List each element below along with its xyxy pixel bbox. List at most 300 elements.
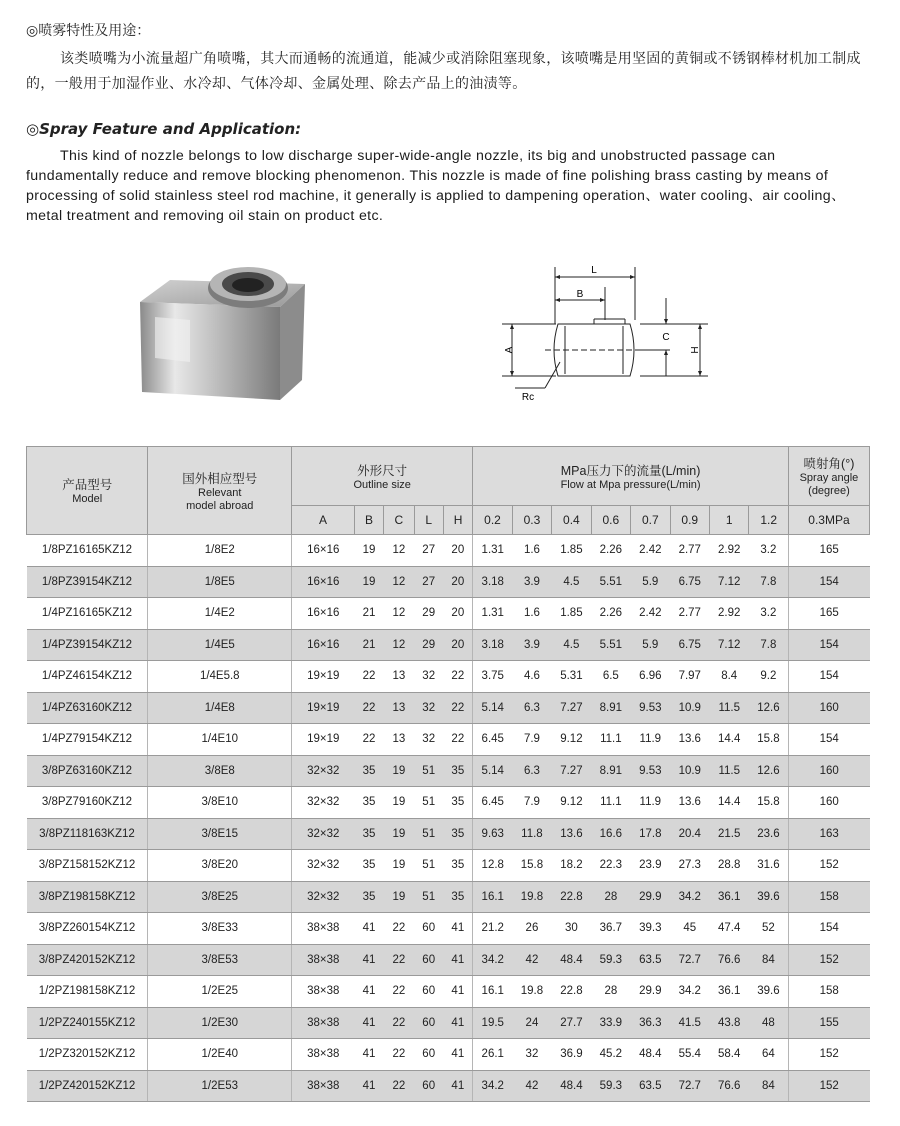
table-cell: 34.2 xyxy=(670,881,709,913)
table-cell: 20.4 xyxy=(670,818,709,850)
table-cell: 41 xyxy=(443,1039,472,1071)
table-cell: 34.2 xyxy=(473,1070,512,1102)
table-cell: 8.91 xyxy=(591,755,630,787)
table-cell: 7.12 xyxy=(709,629,748,661)
table-cell: 21.5 xyxy=(709,818,748,850)
table-cell: 35 xyxy=(443,755,472,787)
table-cell: 13.6 xyxy=(552,818,591,850)
table-cell: 32×32 xyxy=(292,818,355,850)
header-outline-size: 外形尺寸 Outline size xyxy=(292,447,473,506)
header-dim-h: H xyxy=(443,506,472,535)
table-cell: 158 xyxy=(788,881,869,913)
table-cell: 27.7 xyxy=(552,1007,591,1039)
header-angle-pressure: 0.3MPa xyxy=(788,506,869,535)
table-row xyxy=(27,755,870,787)
table-cell: 16×16 xyxy=(292,598,355,630)
table-cell: 2.92 xyxy=(709,598,748,630)
table-cell: 10.9 xyxy=(670,692,709,724)
table-cell: 28.8 xyxy=(709,850,748,882)
table-cell: 32×32 xyxy=(292,850,355,882)
table-row xyxy=(27,913,870,945)
table-cell: 39.6 xyxy=(749,881,788,913)
table-cell: 7.9 xyxy=(512,787,551,819)
table-cell: 3/8PZ63160KZ12 xyxy=(27,755,148,787)
table-cell: 27 xyxy=(414,566,443,598)
table-cell: 32 xyxy=(414,724,443,756)
table-cell: 22.3 xyxy=(591,850,630,882)
en-section-body: This kind of nozzle belongs to low discharge super-wide-angle nozzle, its big and unobstructed passage can fundamentally reduce and remove blocking phenomenon. This nozzle is made of fine polishing brass casting by means of processing of solid stainless steel rod machine, it generally is applied to dampening operation、water cooling、air cooling、metal treatment and removing oil stain on product etc. xyxy=(26,148,846,224)
table-cell: 51 xyxy=(414,881,443,913)
table-cell: 41 xyxy=(354,1039,383,1071)
table-cell: 63.5 xyxy=(631,1070,670,1102)
table-cell: 158 xyxy=(788,976,869,1008)
table-cell: 20 xyxy=(443,629,472,661)
table-cell: 29 xyxy=(414,598,443,630)
table-cell: 3/8E33 xyxy=(148,913,292,945)
table-cell: 52 xyxy=(749,913,788,945)
header-dim-b: B xyxy=(354,506,383,535)
table-cell: 72.7 xyxy=(670,1070,709,1102)
table-cell: 41 xyxy=(443,976,472,1008)
table-cell: 2.92 xyxy=(709,535,748,567)
table-cell: 165 xyxy=(788,598,869,630)
table-cell: 9.53 xyxy=(631,692,670,724)
dim-label-H: H xyxy=(690,346,701,354)
table-cell: 58.4 xyxy=(709,1039,748,1071)
table-cell: 35 xyxy=(443,818,472,850)
table-cell: 11.8 xyxy=(512,818,551,850)
table-cell: 32×32 xyxy=(292,881,355,913)
table-cell: 11.9 xyxy=(631,787,670,819)
header-pressure: 0.7 xyxy=(631,506,670,535)
table-cell: 32 xyxy=(512,1039,551,1071)
table-row xyxy=(27,976,870,1008)
table-cell: 38×38 xyxy=(292,913,355,945)
table-cell: 60 xyxy=(414,944,443,976)
table-cell: 48 xyxy=(749,1007,788,1039)
table-cell: 6.75 xyxy=(670,566,709,598)
header-pressure: 0.2 xyxy=(473,506,512,535)
table-row xyxy=(27,724,870,756)
table-cell: 7.9 xyxy=(512,724,551,756)
header-pressure: 0.9 xyxy=(670,506,709,535)
table-cell: 28 xyxy=(591,976,630,1008)
table-cell: 22 xyxy=(443,724,472,756)
table-cell: 16.6 xyxy=(591,818,630,850)
table-row xyxy=(27,850,870,882)
table-cell: 59.3 xyxy=(591,1070,630,1102)
table-cell: 34.2 xyxy=(670,976,709,1008)
table-cell: 12 xyxy=(384,566,414,598)
table-cell: 41 xyxy=(443,944,472,976)
table-cell: 160 xyxy=(788,755,869,787)
table-cell: 1.31 xyxy=(473,598,512,630)
table-cell: 1/8E2 xyxy=(148,535,292,567)
table-cell: 11.9 xyxy=(631,724,670,756)
table-cell: 12 xyxy=(384,535,414,567)
table-cell: 6.75 xyxy=(670,629,709,661)
table-cell: 29.9 xyxy=(631,976,670,1008)
table-cell: 22.8 xyxy=(552,976,591,1008)
header-pressure: 1 xyxy=(709,506,748,535)
table-cell: 7.12 xyxy=(709,566,748,598)
table-cell: 160 xyxy=(788,787,869,819)
table-cell: 20 xyxy=(443,566,472,598)
table-cell: 1/4PZ16165KZ12 xyxy=(27,598,148,630)
table-cell: 38×38 xyxy=(292,1070,355,1102)
table-cell: 1.6 xyxy=(512,598,551,630)
table-cell: 35 xyxy=(443,787,472,819)
table-cell: 35 xyxy=(443,881,472,913)
table-row xyxy=(27,787,870,819)
table-cell: 26.1 xyxy=(473,1039,512,1071)
table-cell: 41 xyxy=(354,913,383,945)
table-cell: 26 xyxy=(512,913,551,945)
table-cell: 35 xyxy=(354,787,383,819)
table-cell: 59.3 xyxy=(591,944,630,976)
table-cell: 5.31 xyxy=(552,661,591,693)
table-cell: 1/4PZ39154KZ12 xyxy=(27,629,148,661)
table-cell: 29.9 xyxy=(631,881,670,913)
table-cell: 60 xyxy=(414,1007,443,1039)
table-cell: 84 xyxy=(749,944,788,976)
table-cell: 3/8E10 xyxy=(148,787,292,819)
table-cell: 22 xyxy=(384,1007,414,1039)
table-cell: 21.2 xyxy=(473,913,512,945)
table-cell: 1/2E25 xyxy=(148,976,292,1008)
table-cell: 154 xyxy=(788,661,869,693)
header-relevant-model: 国外相应型号 Relevant model abroad xyxy=(148,447,292,535)
table-cell: 21 xyxy=(354,598,383,630)
dim-label-B: B xyxy=(576,289,584,300)
table-cell: 35 xyxy=(354,850,383,882)
table-cell: 19 xyxy=(384,881,414,913)
table-cell: 1/8E5 xyxy=(148,566,292,598)
table-cell: 31.6 xyxy=(749,850,788,882)
header-dim-c: C xyxy=(384,506,414,535)
table-cell: 1/4E5 xyxy=(148,629,292,661)
table-cell: 20 xyxy=(443,535,472,567)
table-cell: 1/2E30 xyxy=(148,1007,292,1039)
table-cell: 12.6 xyxy=(749,755,788,787)
table-cell: 19.8 xyxy=(512,881,551,913)
table-cell: 7.8 xyxy=(749,629,788,661)
table-cell: 1/8PZ16165KZ12 xyxy=(27,535,148,567)
table-cell: 2.77 xyxy=(670,535,709,567)
table-cell: 12.8 xyxy=(473,850,512,882)
table-cell: 19 xyxy=(354,566,383,598)
table-cell: 22 xyxy=(354,724,383,756)
table-cell: 35 xyxy=(354,818,383,850)
table-cell: 41 xyxy=(354,1070,383,1102)
table-cell: 163 xyxy=(788,818,869,850)
table-cell: 16.1 xyxy=(473,881,512,913)
table-cell: 6.3 xyxy=(512,692,551,724)
table-cell: 36.1 xyxy=(709,976,748,1008)
table-cell: 12 xyxy=(384,629,414,661)
dim-label-L: L xyxy=(591,265,597,276)
table-cell: 39.3 xyxy=(631,913,670,945)
table-cell: 36.7 xyxy=(591,913,630,945)
table-cell: 2.42 xyxy=(631,598,670,630)
table-cell: 41.5 xyxy=(670,1007,709,1039)
table-cell: 3.2 xyxy=(749,598,788,630)
table-cell: 72.7 xyxy=(670,944,709,976)
header-pressure: 0.6 xyxy=(591,506,630,535)
table-cell: 3.9 xyxy=(512,566,551,598)
table-cell: 3/8PZ420152KZ12 xyxy=(27,944,148,976)
table-cell: 152 xyxy=(788,1039,869,1071)
table-cell: 1.85 xyxy=(552,535,591,567)
table-cell: 47.4 xyxy=(709,913,748,945)
table-cell: 155 xyxy=(788,1007,869,1039)
table-cell: 16.1 xyxy=(473,976,512,1008)
table-cell: 28 xyxy=(591,881,630,913)
table-cell: 7.8 xyxy=(749,566,788,598)
table-cell: 51 xyxy=(414,818,443,850)
table-cell: 5.9 xyxy=(631,629,670,661)
table-cell: 60 xyxy=(414,913,443,945)
table-cell: 5.51 xyxy=(591,566,630,598)
header-model: 产品型号 Model xyxy=(27,447,148,535)
table-cell: 76.6 xyxy=(709,944,748,976)
table-row xyxy=(27,535,870,567)
table-cell: 3/8PZ79160KZ12 xyxy=(27,787,148,819)
table-cell: 152 xyxy=(788,850,869,882)
table-cell: 6.45 xyxy=(473,724,512,756)
table-cell: 3/8PZ260154KZ12 xyxy=(27,913,148,945)
table-cell: 9.63 xyxy=(473,818,512,850)
header-pressure: 0.4 xyxy=(552,506,591,535)
table-cell: 3/8PZ158152KZ12 xyxy=(27,850,148,882)
en-section-title: ◎Spray Feature and Application: xyxy=(26,120,302,138)
table-cell: 15.8 xyxy=(749,787,788,819)
table-row xyxy=(27,692,870,724)
table-cell: 19 xyxy=(384,755,414,787)
table-cell: 10.9 xyxy=(670,755,709,787)
table-cell: 11.1 xyxy=(591,787,630,819)
table-cell: 2.42 xyxy=(631,535,670,567)
table-cell: 43.8 xyxy=(709,1007,748,1039)
table-cell: 4.6 xyxy=(512,661,551,693)
table-cell: 41 xyxy=(443,1070,472,1102)
table-cell: 13 xyxy=(384,724,414,756)
table-cell: 23.6 xyxy=(749,818,788,850)
table-row xyxy=(27,818,870,850)
table-cell: 154 xyxy=(788,913,869,945)
table-cell: 19.5 xyxy=(473,1007,512,1039)
table-cell: 6.96 xyxy=(631,661,670,693)
table-cell: 19×19 xyxy=(292,724,355,756)
table-cell: 5.14 xyxy=(473,692,512,724)
table-cell: 32×32 xyxy=(292,755,355,787)
table-cell: 38×38 xyxy=(292,1007,355,1039)
table-row xyxy=(27,598,870,630)
table-cell: 14.4 xyxy=(709,724,748,756)
table-cell: 22 xyxy=(354,692,383,724)
table-cell: 3.9 xyxy=(512,629,551,661)
table-cell: 165 xyxy=(788,535,869,567)
table-cell: 9.12 xyxy=(552,787,591,819)
table-cell: 32×32 xyxy=(292,787,355,819)
table-cell: 19×19 xyxy=(292,692,355,724)
table-cell: 48.4 xyxy=(552,944,591,976)
table-cell: 27 xyxy=(414,535,443,567)
table-cell: 3.18 xyxy=(473,566,512,598)
table-cell: 18.2 xyxy=(552,850,591,882)
table-cell: 45 xyxy=(670,913,709,945)
table-cell: 41 xyxy=(354,944,383,976)
table-cell: 24 xyxy=(512,1007,551,1039)
table-row xyxy=(27,629,870,661)
table-cell: 41 xyxy=(354,1007,383,1039)
table-cell: 63.5 xyxy=(631,944,670,976)
table-row xyxy=(27,566,870,598)
table-cell: 23.9 xyxy=(631,850,670,882)
table-cell: 19.8 xyxy=(512,976,551,1008)
table-cell: 3/8E53 xyxy=(148,944,292,976)
table-cell: 51 xyxy=(414,755,443,787)
table-cell: 64 xyxy=(749,1039,788,1071)
table-cell: 12.6 xyxy=(749,692,788,724)
table-row xyxy=(27,661,870,693)
table-cell: 16×16 xyxy=(292,566,355,598)
table-cell: 1/2E53 xyxy=(148,1070,292,1102)
table-cell: 7.97 xyxy=(670,661,709,693)
table-cell: 1.31 xyxy=(473,535,512,567)
table-cell: 1/2PZ420152KZ12 xyxy=(27,1070,148,1102)
table-cell: 154 xyxy=(788,566,869,598)
table-cell: 9.2 xyxy=(749,661,788,693)
table-cell: 42 xyxy=(512,1070,551,1102)
table-cell: 8.91 xyxy=(591,692,630,724)
table-cell: 1/2E40 xyxy=(148,1039,292,1071)
table-cell: 21 xyxy=(354,629,383,661)
table-cell: 19 xyxy=(384,850,414,882)
table-cell: 6.5 xyxy=(591,661,630,693)
header-spray-angle: 喷射角(°) Spray angle (degree) xyxy=(788,447,869,506)
table-cell: 36.1 xyxy=(709,881,748,913)
table-cell: 22 xyxy=(384,913,414,945)
table-cell: 16×16 xyxy=(292,629,355,661)
table-cell: 42 xyxy=(512,944,551,976)
table-cell: 51 xyxy=(414,850,443,882)
table-cell: 22 xyxy=(354,661,383,693)
table-cell: 38×38 xyxy=(292,1039,355,1071)
table-cell: 55.4 xyxy=(670,1039,709,1071)
dim-label-Rc: Rc xyxy=(521,392,535,402)
table-cell: 22 xyxy=(384,1039,414,1071)
table-cell: 11.5 xyxy=(709,755,748,787)
table-cell: 4.5 xyxy=(552,566,591,598)
table-cell: 22 xyxy=(443,661,472,693)
table-cell: 12 xyxy=(384,598,414,630)
header-pressure: 1.2 xyxy=(749,506,788,535)
table-cell: 13.6 xyxy=(670,787,709,819)
header-pressure: 0.3 xyxy=(512,506,551,535)
table-cell: 48.4 xyxy=(552,1070,591,1102)
table-cell: 38×38 xyxy=(292,976,355,1008)
table-cell: 154 xyxy=(788,629,869,661)
table-cell: 19 xyxy=(384,818,414,850)
header-dim-l: L xyxy=(414,506,443,535)
table-cell: 5.9 xyxy=(631,566,670,598)
table-cell: 2.77 xyxy=(670,598,709,630)
table-cell: 35 xyxy=(443,850,472,882)
table-cell: 36.3 xyxy=(631,1007,670,1039)
table-cell: 1/2PZ198158KZ12 xyxy=(27,976,148,1008)
table-cell: 60 xyxy=(414,1070,443,1102)
table-cell: 1.6 xyxy=(512,535,551,567)
table-cell: 1/4PZ46154KZ12 xyxy=(27,661,148,693)
table-cell: 15.8 xyxy=(512,850,551,882)
table-cell: 22 xyxy=(384,1070,414,1102)
table-row xyxy=(27,1007,870,1039)
table-cell: 29 xyxy=(414,629,443,661)
table-cell: 1/2PZ240155KZ12 xyxy=(27,1007,148,1039)
table-cell: 3/8E15 xyxy=(148,818,292,850)
table-cell: 33.9 xyxy=(591,1007,630,1039)
table-row xyxy=(27,1039,870,1071)
nozzle-photo xyxy=(130,262,310,402)
table-cell: 5.51 xyxy=(591,629,630,661)
table-cell: 7.27 xyxy=(552,755,591,787)
cn-section-body: 该类喷嘴为小流量超广角喷嘴，其大而通畅的流通道，能减少或消除阻塞现象，该喷嘴是用坚固的黄铜或不锈钢棒材机加工制成的，一般用于加湿作业、水冷却、气体冷却、金属处理、除去产品上的油渍等。 xyxy=(26,51,861,92)
table-cell: 8.4 xyxy=(709,661,748,693)
table-cell: 1/4PZ79154KZ12 xyxy=(27,724,148,756)
table-cell: 152 xyxy=(788,1070,869,1102)
table-cell: 3.75 xyxy=(473,661,512,693)
dimension-diagram xyxy=(490,262,720,402)
table-cell: 5.14 xyxy=(473,755,512,787)
table-cell: 14.4 xyxy=(709,787,748,819)
table-cell: 35 xyxy=(354,755,383,787)
table-cell: 3/8PZ118163KZ12 xyxy=(27,818,148,850)
table-cell: 1/4E8 xyxy=(148,692,292,724)
table-cell: 152 xyxy=(788,944,869,976)
table-cell: 1/2PZ320152KZ12 xyxy=(27,1039,148,1071)
table-cell: 15.8 xyxy=(749,724,788,756)
table-cell: 1/4E2 xyxy=(148,598,292,630)
table-cell: 22 xyxy=(443,692,472,724)
spec-table xyxy=(26,446,870,1102)
dim-label-A: A xyxy=(504,346,515,354)
table-cell: 84 xyxy=(749,1070,788,1102)
table-cell: 13 xyxy=(384,692,414,724)
table-row xyxy=(27,881,870,913)
table-cell: 1/4PZ63160KZ12 xyxy=(27,692,148,724)
table-cell: 13.6 xyxy=(670,724,709,756)
table-cell: 1/4E10 xyxy=(148,724,292,756)
table-cell: 1.85 xyxy=(552,598,591,630)
table-cell: 22 xyxy=(384,944,414,976)
table-cell: 7.27 xyxy=(552,692,591,724)
table-cell: 60 xyxy=(414,976,443,1008)
table-cell: 34.2 xyxy=(473,944,512,976)
header-flow: MPa压力下的流量(L/min) Flow at Mpa pressure(L/min) xyxy=(473,447,789,506)
table-cell: 3/8PZ198158KZ12 xyxy=(27,881,148,913)
table-cell: 41 xyxy=(443,913,472,945)
table-cell: 4.5 xyxy=(552,629,591,661)
table-cell: 27.3 xyxy=(670,850,709,882)
table-cell: 2.26 xyxy=(591,598,630,630)
header-dim-a: A xyxy=(292,506,355,535)
table-cell: 76.6 xyxy=(709,1070,748,1102)
table-cell: 32 xyxy=(414,692,443,724)
table-cell: 19 xyxy=(354,535,383,567)
table-cell: 36.9 xyxy=(552,1039,591,1071)
table-cell: 30 xyxy=(552,913,591,945)
